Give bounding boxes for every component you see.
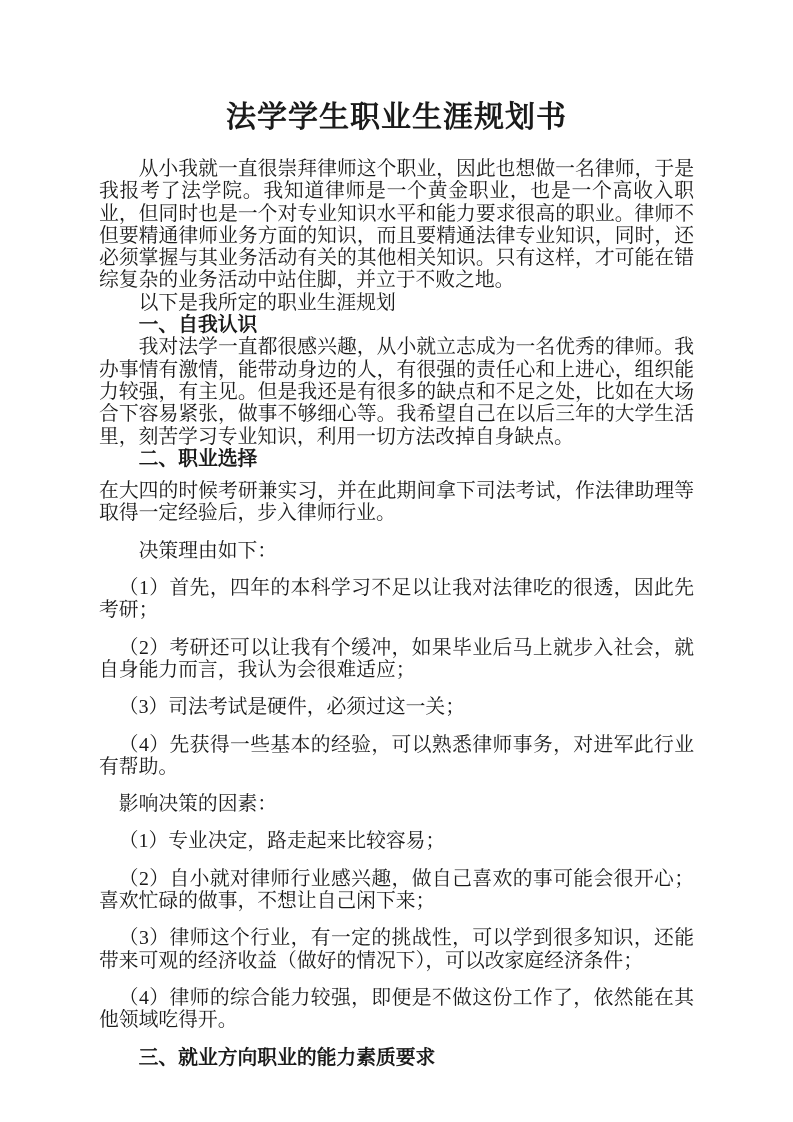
list-item-reason-4: （4）先获得一些基本的经验，可以熟悉律师事务，对进军此行业有帮助。	[99, 733, 694, 778]
paragraph-lead-in: 以下是我所定的职业生涯规划	[138, 291, 396, 314]
paragraph-decision-reasons-label: 决策理由如下：	[138, 539, 278, 562]
section-heading-self-awareness: 一、自我认识	[138, 314, 258, 337]
document-title: 法学学生职业生涯规划书	[226, 101, 567, 134]
section-heading-employment-requirements: 三、就业方向职业的能力素质要求	[138, 1046, 436, 1069]
list-item-reason-2: （2）考研还可以让我有个缓冲，如果毕业后马上就步入社会，就自身能力而言，我认为会很难适应；	[99, 636, 694, 681]
paragraph-decision-factors-label: 影响决策的因素：	[118, 793, 278, 816]
paragraph-career-plan: 在大四的时候考研兼实习，并在此期间拿下司法考试，作法律助理等取得一定经验后，步入律师行业。	[99, 480, 694, 525]
list-item-factor-4: （4）律师的综合能力较强，即便是不做这份工作了，依然能在其他领域吃得开。	[99, 986, 694, 1032]
list-item-factor-3: （3）律师这个行业，有一定的挑战性，可以学到很多知识，还能带来可观的经济收益（做好的情况下），可以改家庭经济条件；	[99, 927, 694, 972]
paragraph-intro: 从小我就一直很崇拜律师这个职业，因此也想做一名律师，于是我报考了法学院。我知道律师是一个黄金职业，也是一个高收入职业，但同时也是一个对专业知识水平和能力要求很高的职业。律师不但要精通律师业务方面的知识，而且要精通法律专业知识，同时，还必须掌握与其业务活动有关的其他相关知识。只有这样，才可能在错综复杂的业务活动中站住脚，并立于不败之地。	[99, 158, 694, 292]
section-heading-career-choice: 二、职业选择	[138, 447, 258, 470]
paragraph-self-awareness: 我对法学一直都很感兴趣，从小就立志成为一名优秀的律师。我办事情有激情，能带动身边的人，有很强的责任心和上进心，组织能力较强，有主见。但是我还是有很多的缺点和不足之处，比如在大场合下容易紧张，做事不够细心等。我希望自己在以后三年的大学生活里，刻苦学习专业知识，利用一切方法改掉自身缺点。	[99, 336, 694, 448]
list-item-reason-3: （3）司法考试是硬件，必须过这一关；	[118, 696, 465, 719]
list-item-factor-1: （1）专业决定，路走起来比较容易；	[118, 830, 446, 853]
list-item-reason-1: （1）首先，四年的本科学习不足以让我对法律吃的很透，因此先考研；	[99, 577, 694, 622]
list-item-factor-2: （2）自小就对律师行业感兴趣，做自己喜欢的事可能会很开心；喜欢忙碌的做事，不想让自己闲下来；	[99, 867, 694, 913]
